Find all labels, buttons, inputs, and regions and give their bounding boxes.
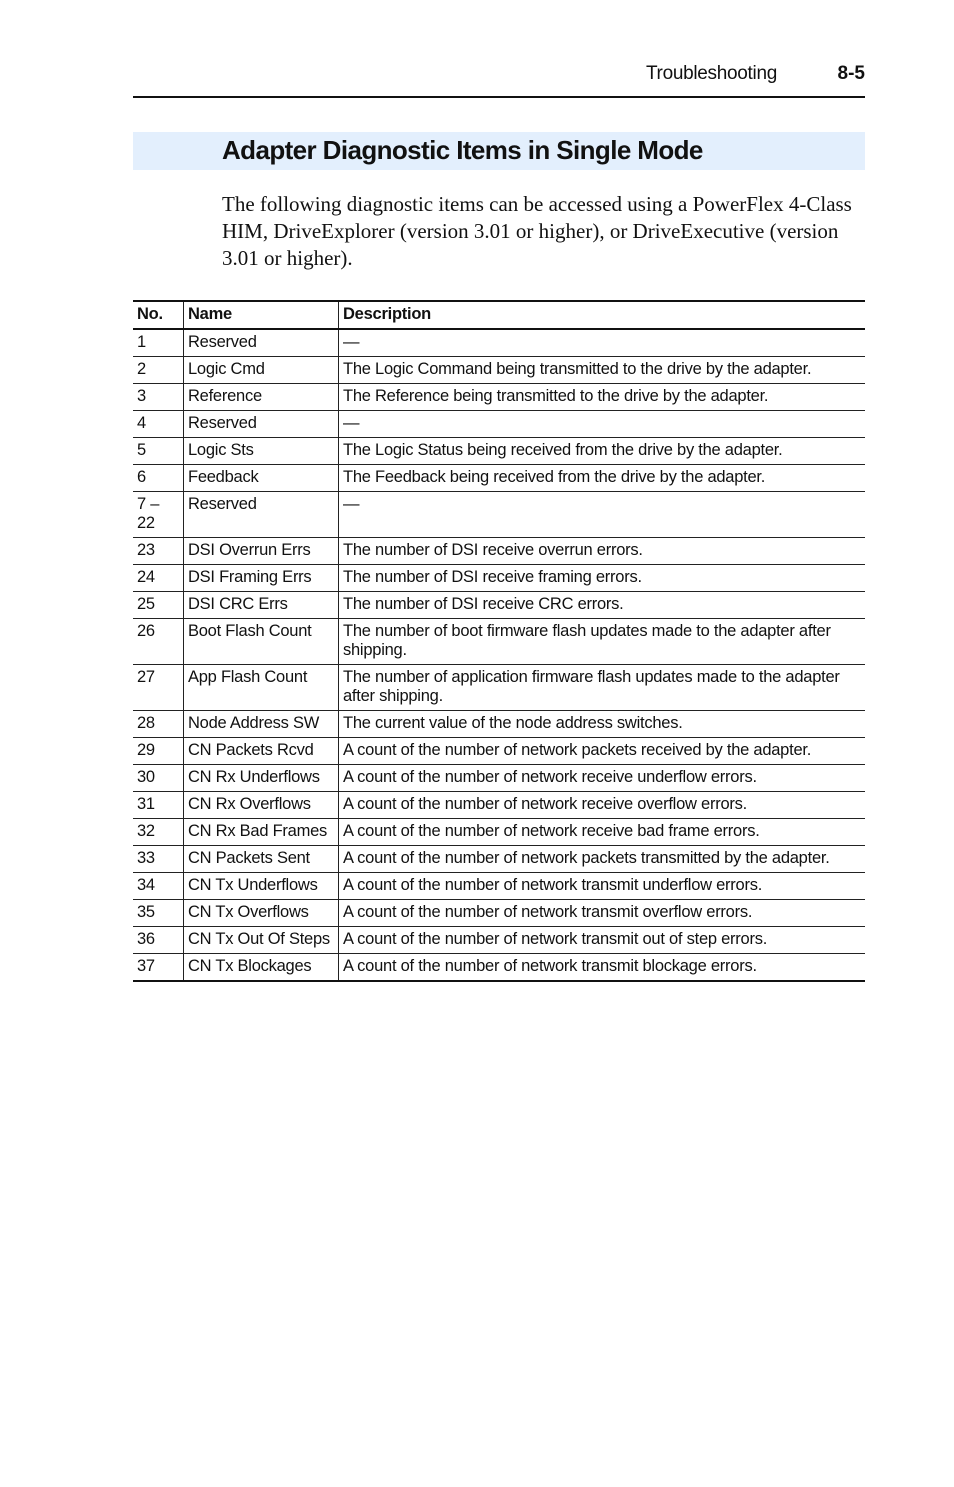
item-name: Reserved <box>184 492 339 538</box>
item-number: 29 <box>133 738 184 765</box>
item-name: CN Tx Out Of Steps <box>184 927 339 954</box>
item-number: 33 <box>133 846 184 873</box>
item-number: 2 <box>133 357 184 384</box>
header-row <box>133 301 865 329</box>
item-number: 32 <box>133 819 184 846</box>
diagnostic-items-table <box>133 300 865 982</box>
table-row <box>133 492 865 538</box>
item-name: Reserved <box>184 411 339 438</box>
item-name: Node Address SW <box>184 711 339 738</box>
item-description: A count of the number of network transmit out of step errors. <box>339 927 866 954</box>
item-name: App Flash Count <box>184 665 339 711</box>
running-head-section: Troubleshooting <box>645 63 777 84</box>
item-description: — <box>339 411 866 438</box>
table-row <box>133 329 865 357</box>
table-row <box>133 384 865 411</box>
item-description: A count of the number of network transmit overflow errors. <box>339 900 866 927</box>
table-row <box>133 765 865 792</box>
page-number: 8-5 <box>837 63 865 84</box>
table-row <box>133 711 865 738</box>
item-name: CN Tx Overflows <box>184 900 339 927</box>
table-row <box>133 927 865 954</box>
item-description: A count of the number of network transmit blockage errors. <box>339 954 866 982</box>
item-number: 26 <box>133 619 184 665</box>
item-number: 34 <box>133 873 184 900</box>
item-name: Reference <box>184 384 339 411</box>
item-description: A count of the number of network packets transmitted by the adapter. <box>339 846 866 873</box>
table-row <box>133 438 865 465</box>
item-description: The number of boot firmware flash updates made to the adapter after shipping. <box>339 619 866 665</box>
table-row <box>133 954 865 982</box>
item-name: DSI Framing Errs <box>184 565 339 592</box>
table-row <box>133 357 865 384</box>
item-number: 35 <box>133 900 184 927</box>
item-description: A count of the number of network receive overflow errors. <box>339 792 866 819</box>
item-name: CN Rx Bad Frames <box>184 819 339 846</box>
item-name: CN Packets Sent <box>184 846 339 873</box>
table-row <box>133 538 865 565</box>
item-number: 36 <box>133 927 184 954</box>
column-header-description: Description <box>339 301 866 329</box>
item-number: 1 <box>137 333 146 351</box>
table-row <box>133 565 865 592</box>
item-name: CN Rx Overflows <box>184 792 339 819</box>
intro-paragraph: The following diagnostic items can be accessed using a PowerFlex 4-Class HIM, DriveExplorer (version 3.01 or higher), or DriveExecutive (version 3.01 or higher). <box>222 192 852 270</box>
item-description: — <box>339 329 866 357</box>
item-description: The Logic Status being received from the drive by the adapter. <box>339 438 866 465</box>
table-row <box>133 411 865 438</box>
item-number: 37 <box>133 954 184 982</box>
item-description: A count of the number of network receive bad frame errors. <box>339 819 866 846</box>
table-row <box>133 792 865 819</box>
column-header-name: Name <box>184 301 339 329</box>
section-heading-band <box>133 132 865 170</box>
item-description: The Logic Command being transmitted to the drive by the adapter. <box>339 357 866 384</box>
item-number: 28 <box>133 711 184 738</box>
item-name: CN Rx Underflows <box>184 765 339 792</box>
item-name: Boot Flash Count <box>184 619 339 665</box>
item-description: The Feedback being received from the drive by the adapter. <box>339 465 866 492</box>
item-number: 6 <box>133 465 184 492</box>
item-name: DSI Overrun Errs <box>184 538 339 565</box>
item-name: CN Tx Blockages <box>184 954 339 982</box>
item-number: 3 <box>133 384 184 411</box>
table-header <box>133 301 865 329</box>
item-description: The number of DSI receive CRC errors. <box>339 592 866 619</box>
item-number: 7 – 22 <box>133 492 184 538</box>
item-number: 4 <box>133 411 184 438</box>
item-number: 24 <box>133 565 184 592</box>
item-description: The Reference being transmitted to the drive by the adapter. <box>339 384 866 411</box>
item-name: Logic Cmd <box>184 357 339 384</box>
item-description: — <box>339 492 866 538</box>
item-description: The number of DSI receive framing errors. <box>339 565 866 592</box>
item-number: 23 <box>133 538 184 565</box>
item-description: The current value of the node address switches. <box>339 711 866 738</box>
item-description: A count of the number of network packets received by the adapter. <box>339 738 866 765</box>
table-row <box>133 665 865 711</box>
table-row <box>133 846 865 873</box>
item-name: CN Packets Rcvd <box>184 738 339 765</box>
table-body <box>133 329 865 981</box>
item-name: Reserved <box>184 329 339 357</box>
item-name: Logic Sts <box>184 438 339 465</box>
item-description: A count of the number of network transmit underflow errors. <box>339 873 866 900</box>
table-row <box>133 619 865 665</box>
item-description: The number of application firmware flash updates made to the adapter after shipping. <box>339 665 866 711</box>
item-description: A count of the number of network receive underflow errors. <box>339 765 866 792</box>
item-number: 27 <box>133 665 184 711</box>
item-number: 31 <box>133 792 184 819</box>
item-number: 5 <box>133 438 184 465</box>
column-header-no: No. <box>133 301 184 329</box>
item-name: DSI CRC Errs <box>184 592 339 619</box>
item-name: Feedback <box>184 465 339 492</box>
table-row <box>133 738 865 765</box>
item-name: CN Tx Underflows <box>184 873 339 900</box>
item-number: 25 <box>133 592 184 619</box>
item-number: 30 <box>133 765 184 792</box>
item-description: The number of DSI receive overrun errors. <box>339 538 866 565</box>
section-title: Adapter Diagnostic Items in Single Mode <box>222 135 703 165</box>
table-row <box>133 900 865 927</box>
table-row <box>133 465 865 492</box>
table-row <box>133 819 865 846</box>
table-row <box>133 873 865 900</box>
table-row <box>133 592 865 619</box>
running-head <box>133 58 865 98</box>
